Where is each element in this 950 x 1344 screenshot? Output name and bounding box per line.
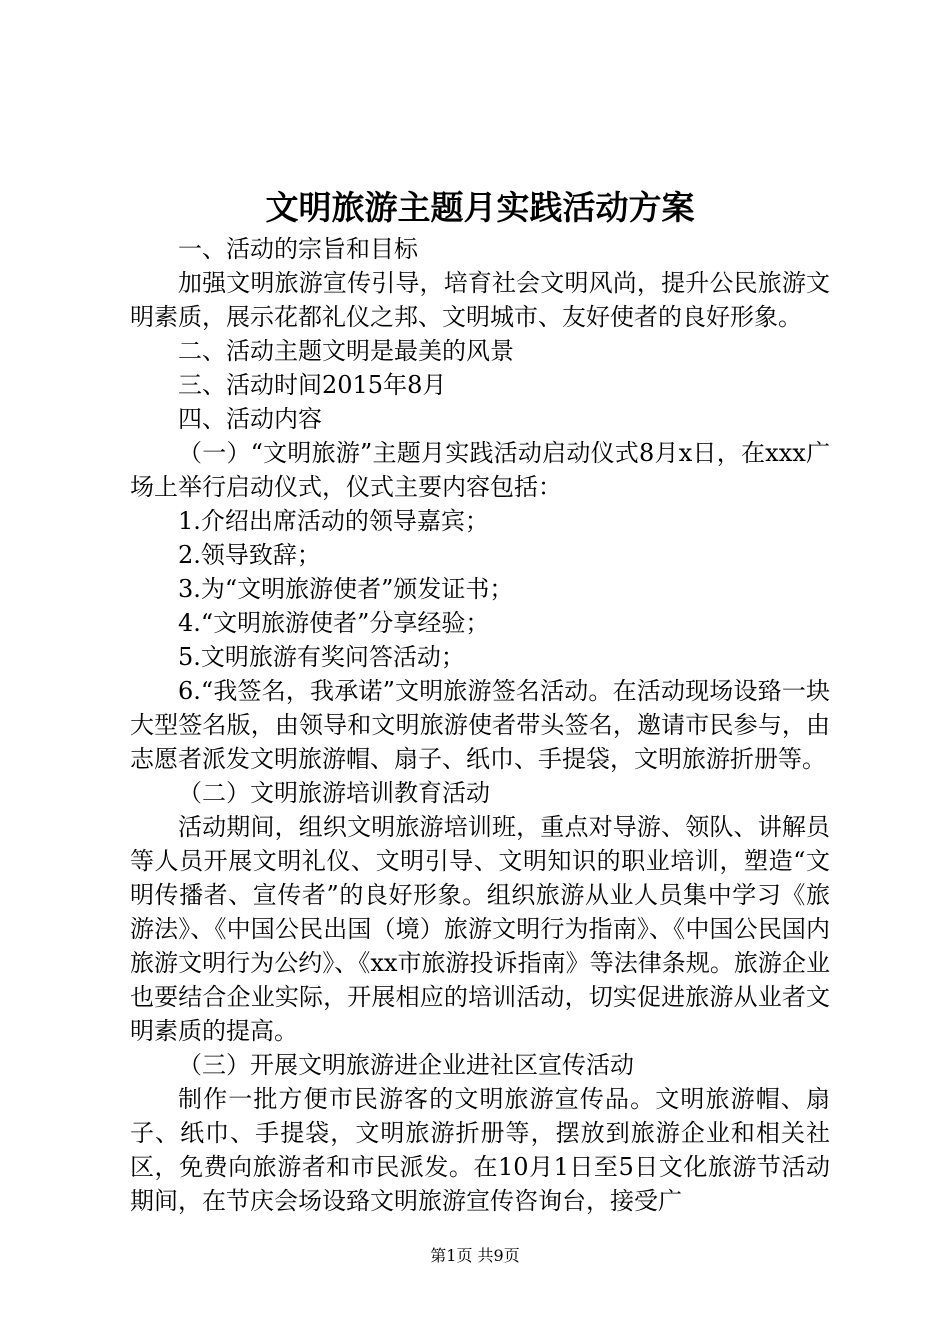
paragraph-training: 活动期间，组织文明旅游培训班，重点对导游、领队、讲解员等人员开展文明礼仪、文明引导、文明知识的职业培训，塑造“文明传播者、宣传者”的良好形象。组织旅游从业人员集中学习《旅游法》、《中国公民出国（境）旅游文明行为指南》、《中国公民国内旅游文明行为公约》、《xx市旅游投诉指南》等法律条规。旅游企业也要结合企业实际，开展相应的培训活动，切实促进旅游从业者文明素质的提高。 [130, 813, 830, 1045]
paragraph-purpose: 加强文明旅游宣传引导，培育社会文明风尚，提升公民旅游文明素质，展示花都礼仪之邦、文明城市、友好使者的良好形象。 [130, 269, 830, 331]
list-item: 6.“我签名，我承诺”文明旅游签名活动。在活动现场设臵一块大型签名版，由领导和文明旅游使者带头签名，邀请市民参与，由志愿者派发文明旅游帽、扇子、纸巾、手提袋，文明旅游折册等。 [130, 677, 830, 773]
subsection-training-heading: （二）文明旅游培训教育活动 [178, 779, 490, 807]
document-body [130, 232, 830, 1218]
list-item: 3.为“文明旅游使者”颁发证书； [178, 575, 514, 603]
list-item: 4.“文明旅游使者”分享经验； [178, 609, 490, 637]
section-heading-time: 三、活动时间2015年8月 [178, 371, 447, 399]
list-item: 5.文明旅游有奖问答活动； [178, 643, 465, 671]
section-heading-theme: 二、活动主题文明是最美的风景 [178, 337, 514, 365]
section-heading-purpose: 一、活动的宗旨和目标 [178, 235, 418, 263]
list-item: 1.介绍出席活动的领导嘉宾； [178, 507, 489, 535]
document-title: 文明旅游主题月实践活动方案 [265, 188, 695, 227]
list-item: 2.领导致辞； [178, 541, 321, 569]
subsection-community-heading: （三）开展文明旅游进企业进社区宣传活动 [178, 1051, 634, 1079]
section-heading-content: 四、活动内容 [178, 405, 322, 433]
page-number-footer: 第1页 共9页 [430, 1246, 520, 1265]
subsection-launch-ceremony: （一）“文明旅游”主题月实践活动启动仪式8月x日，在xxx广场上举行启动仪式，仪式主要内容包括： [130, 439, 830, 501]
paragraph-community: 制作一批方便市民游客的文明旅游宣传品。文明旅游帽、扇子、纸巾、手提袋，文明旅游折册等，摆放到旅游企业和相关社区，免费向旅游者和市民派发。在10月1日至5日文化旅游节活动期间，在节庆会场设臵文明旅游宣传咨询台，接受广 [130, 1085, 830, 1215]
